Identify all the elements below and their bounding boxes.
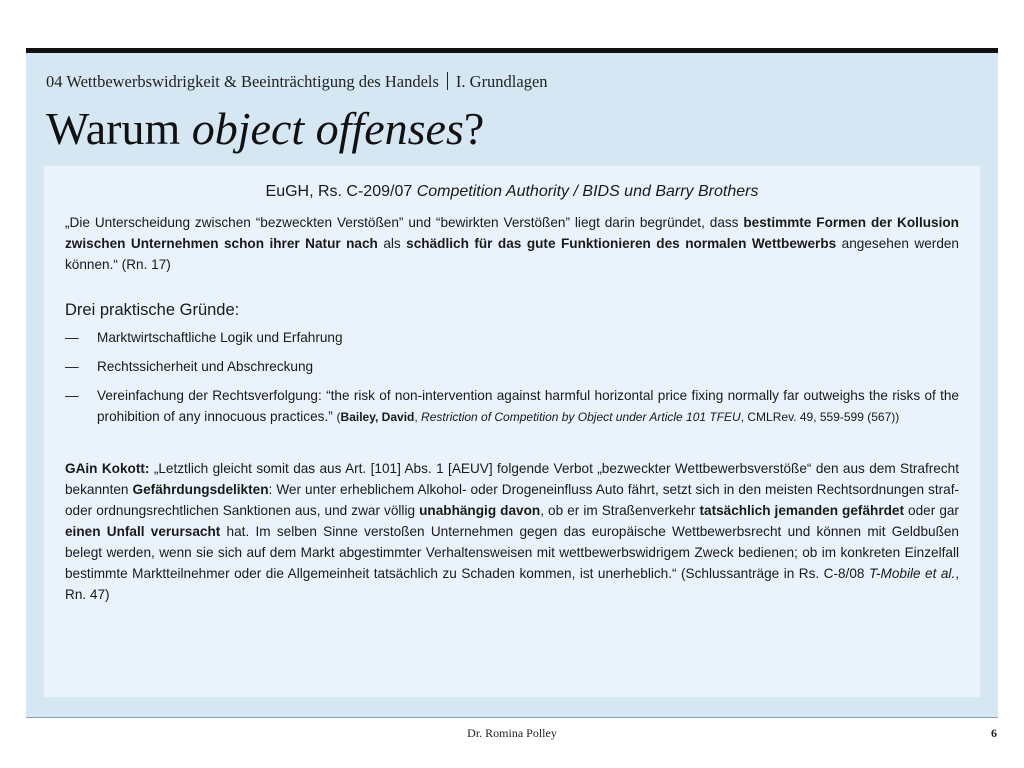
opinion-text: hat. Im selben Sinne verstoßen Unternehmen gegen das europäische Wettbewerbsrecht und können mit Geldbußen belegt werden, wenn sie sich auf dem Markt abgestimmter Verhaltensweisen mit wettbewerbswidrigem Zweck bedienen; ob im konkreten Einzelfall bestimmte Marktteilnehmer oder die Allgemeinheit tatsächlich zu Schaden kommen, ist unerheblich.“ (Schlussanträge in Rs. C-8/08 xyxy=(65,524,959,581)
cite-open: ( xyxy=(336,410,341,424)
page-number: 6 xyxy=(991,726,997,740)
case-heading-italic: Competition Authority / BIDS und Barry Brothers xyxy=(416,183,759,200)
dash-bullet: — xyxy=(65,330,79,345)
quote-bold-1: bestimmte Formen der Kollusion zwischen Unternehmen schon ihrer Natur nach xyxy=(65,215,959,251)
content-body xyxy=(65,180,959,619)
opinion-text: oder gar xyxy=(904,503,959,518)
opinion-text: , ob er im Straßenverkehr xyxy=(540,503,700,518)
quote-text-3: angesehen werden können.“ (Rn. 17) xyxy=(65,236,959,272)
opinion-bold: tatsächlich jemanden gefährdet xyxy=(699,503,904,518)
case-heading-plain: EuGH, Rs. C-209/07 xyxy=(265,183,417,200)
opinion-bold: Gefährdungsdelikten xyxy=(132,482,269,497)
content-panel xyxy=(44,166,980,697)
breadcrumb-separator xyxy=(447,72,448,90)
cite-rest: , CMLRev. 49, 559-599 (567)) xyxy=(740,410,900,424)
title-italic: object offenses xyxy=(191,103,464,154)
case-heading xyxy=(65,180,959,204)
footer-author: Dr. Romina Polley xyxy=(467,726,557,740)
cite-separator: , xyxy=(414,410,422,424)
opinion-text: : Wer unter erheblichem Alkohol- oder Drogeneinfluss Auto fährt, setzt sich in den meisten Rechtsordnungen straf- oder ordnungsrechtlichen Sanktionen aus, und zwar völlig xyxy=(65,482,960,518)
reason-item xyxy=(65,385,959,428)
cite-title: Restriction of Competition by Object under Article 101 TFEU xyxy=(421,410,741,424)
page-title xyxy=(46,102,484,156)
case-quote xyxy=(65,212,959,275)
bottom-rule xyxy=(26,717,998,718)
opinion-bold: einen Unfall verursacht xyxy=(65,524,221,539)
quote-bold-2: schädlich für das gute Funktionieren des normalen Wettbewerbs xyxy=(406,236,837,251)
breadcrumb-section: 04 Wettbewerbswidrigkeit & Beeinträchtigung des Handels xyxy=(46,72,439,91)
dash-bullet: — xyxy=(65,359,79,374)
reason-citation xyxy=(337,410,900,424)
advocate-general-opinion xyxy=(65,458,959,605)
opinion-text: „Letztlich gleicht somit das aus Art. [101] Abs. 1 [AEUV] folgende Verbot „bezweckter Wettbewerbsverstöße“ den aus dem Strafrecht bekannten xyxy=(65,461,959,497)
reason-item xyxy=(65,356,959,377)
quote-text-1: „Die Unterscheidung zwischen “bezweckten Verstößen” und “bewirkten Verstößen” liegt darin begründet, dass xyxy=(65,215,744,230)
title-end: ? xyxy=(463,103,485,154)
opinion-lead: GAin Kokott: xyxy=(65,461,150,476)
cite-author: Bailey, David xyxy=(340,410,415,424)
opinion-italic: T-Mobile et al. xyxy=(868,566,956,581)
opinion-bold: unabhängig davon xyxy=(419,503,541,518)
reason-text: Marktwirtschaftliche Logik und Erfahrung xyxy=(97,330,343,345)
reason-text: Vereinfachung der Rechtsverfolgung: “the risk of non-intervention against harmful horizontal price fixing normally far outweighs the risks of the prohibition of any innocuous practices.” xyxy=(97,388,959,424)
breadcrumb xyxy=(46,72,548,92)
breadcrumb-sub: I. Grundlagen xyxy=(455,72,548,91)
title-plain: Warum xyxy=(46,103,192,154)
reason-item xyxy=(65,327,959,348)
opinion-text: , Rn. 47) xyxy=(65,566,960,602)
reason-text: Rechtssicherheit und Abschreckung xyxy=(97,359,314,374)
quote-text-2: als xyxy=(377,236,407,251)
dash-bullet: — xyxy=(65,388,79,403)
reasons-heading: Drei praktische Gründe: xyxy=(65,301,240,319)
